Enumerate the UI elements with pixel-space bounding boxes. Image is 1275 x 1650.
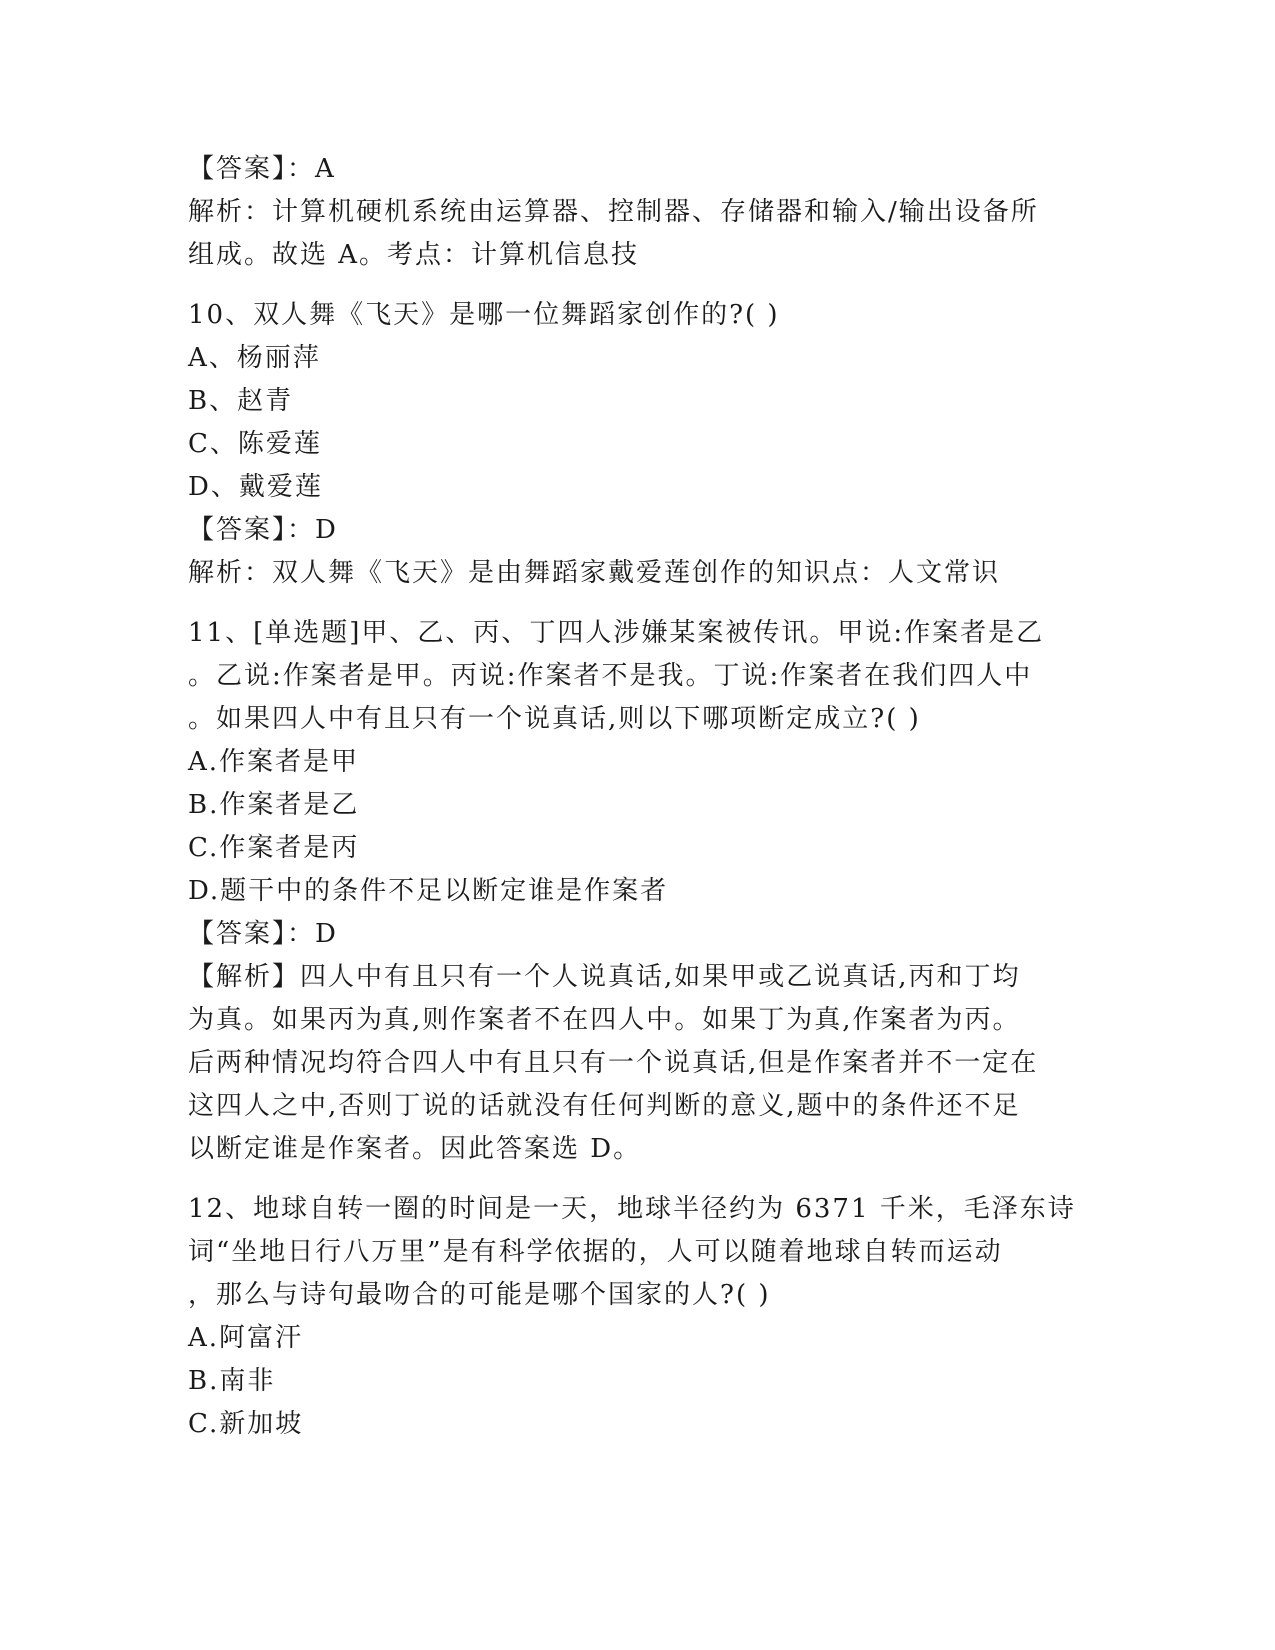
q9-block bbox=[188, 148, 1088, 277]
document-page bbox=[188, 148, 1088, 1446]
q12-question-line: 12、地球自转一圈的时间是一天，地球半径约为 6371 千米，毛泽东诗 bbox=[188, 1194, 1076, 1224]
spacer bbox=[188, 1171, 1088, 1188]
q11-analysis-line: 这四人之中,否则丁说的话就没有任何判断的意义,题中的条件还不足 bbox=[188, 1091, 1021, 1121]
q11-answer: 【答案】：D bbox=[188, 919, 338, 949]
q11-question-line: 。如果四人中有且只有一个说真话,则以下哪项断定成立?( ) bbox=[188, 704, 921, 734]
q9-analysis-line: 解析：计算机硬机系统由运算器、控制器、存储器和输入/输出设备所 bbox=[188, 197, 1039, 227]
q12-block bbox=[188, 1188, 1088, 1446]
q11-analysis-line: 【解析】四人中有且只有一个人说真话,如果甲或乙说真话,丙和丁均 bbox=[188, 962, 1021, 992]
q12-question-line: 词“坐地日行八万里”是有科学依据的，人可以随着地球自转而运动 bbox=[188, 1237, 1003, 1267]
q11-question-line: 11、[单选题]甲、乙、丙、丁四人涉嫌某案被传讯。甲说:作案者是乙 bbox=[188, 618, 1045, 648]
q10-option-d: D、戴爱莲 bbox=[188, 472, 323, 502]
q9-answer: 【答案】：A bbox=[188, 154, 336, 184]
q10-option-b: B、赵青 bbox=[188, 386, 294, 416]
q11-question-line: 。乙说:作案者是甲。丙说:作案者不是我。丁说:作案者在我们四人中 bbox=[188, 661, 1033, 691]
q12-option-a: A.阿富汗 bbox=[188, 1323, 304, 1353]
q10-answer: 【答案】：D bbox=[188, 515, 338, 545]
q10-question: 10、双人舞《飞天》是哪一位舞蹈家创作的?( ) bbox=[188, 300, 780, 330]
q10-option-c: C、陈爱莲 bbox=[188, 429, 322, 459]
q11-block bbox=[188, 612, 1088, 1171]
q11-analysis-line: 以断定谁是作案者。因此答案选 D。 bbox=[188, 1134, 642, 1164]
q12-option-c: C.新加坡 bbox=[188, 1409, 304, 1439]
q10-block bbox=[188, 294, 1088, 595]
q10-option-a: A、杨丽萍 bbox=[188, 343, 321, 373]
q12-question-line: ，那么与诗句最吻合的可能是哪个国家的人?( ) bbox=[188, 1280, 771, 1310]
q10-analysis-line: 解析：双人舞《飞天》是由舞蹈家戴爱莲创作的知识点：人文常识 bbox=[188, 558, 1001, 588]
spacer bbox=[188, 277, 1088, 294]
q12-option-b: B.南非 bbox=[188, 1366, 276, 1396]
q9-analysis-line: 组成。故选 A。考点：计算机信息技 bbox=[188, 240, 640, 270]
q11-analysis-line: 为真。如果丙为真,则作案者不在四人中。如果丁为真,作案者为丙。 bbox=[188, 1005, 1021, 1035]
q11-analysis-line: 后两种情况均符合四人中有且只有一个说真话,但是作案者并不一定在 bbox=[188, 1048, 1039, 1078]
q11-option-c: C.作案者是丙 bbox=[188, 833, 360, 863]
q11-option-d: D.题干中的条件不足以断定谁是作案者 bbox=[188, 876, 669, 906]
q11-option-a: A.作案者是甲 bbox=[188, 747, 360, 777]
q11-option-b: B.作案者是乙 bbox=[188, 790, 360, 820]
spacer bbox=[188, 595, 1088, 612]
